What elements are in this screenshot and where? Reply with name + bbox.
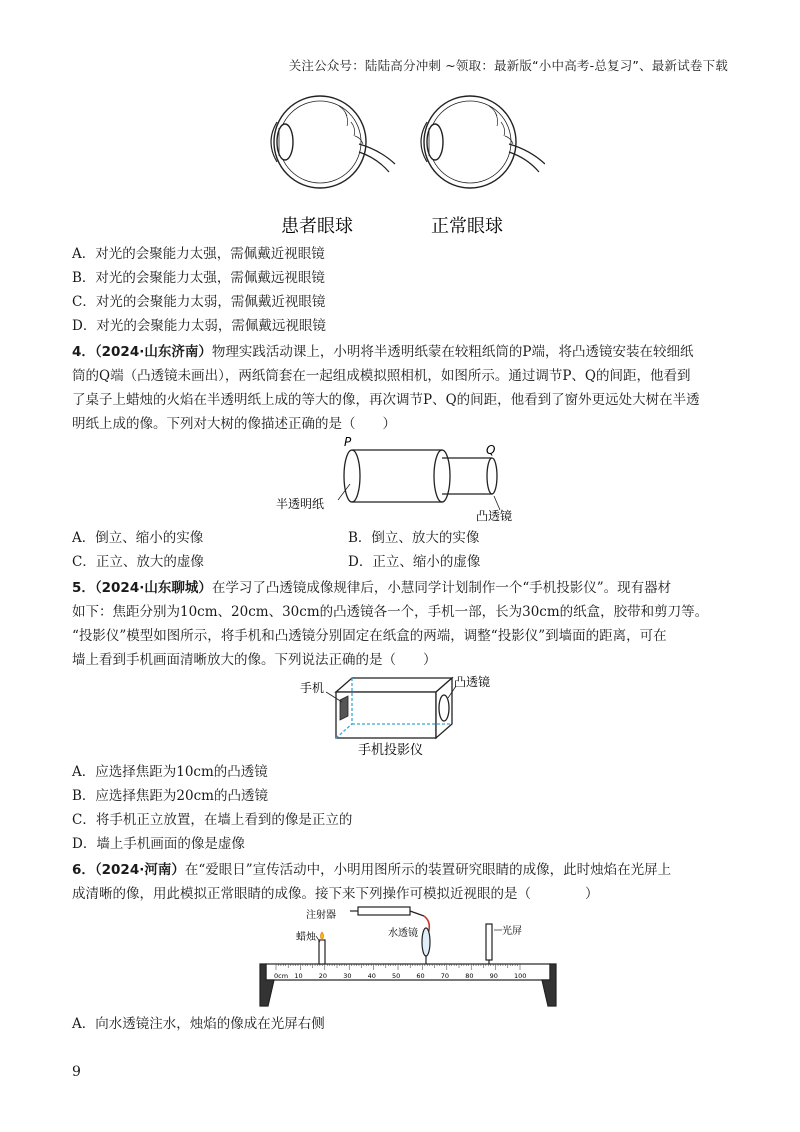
q3-option-b: B．对光的会聚能力太强，需佩戴远视眼镜	[72, 270, 325, 286]
q4-stem-line-3: 了桌子上蜡烛的火焰在半透明纸上成的等大的像，再次调节P、Q的间距，他看到了窗外更远处大树在半透	[72, 392, 700, 408]
p-end-label: P	[344, 436, 352, 449]
syringe-label: 注射器	[306, 910, 336, 921]
q5-text: 在学习了凸透镜成像规律后，小慧同学计划制作一个“手机投影仪”。现有器材	[211, 580, 672, 596]
normal-eyeball-label: 正常眼球	[431, 216, 503, 237]
q4-option-d: D．正立、缩小的虚像	[348, 554, 481, 570]
candle-label: 蜡烛	[296, 932, 316, 943]
page-number: 9	[72, 1064, 81, 1080]
normal-eyeball-drawing	[421, 96, 545, 188]
projector-figure	[296, 670, 516, 758]
q4-option-c: C．正立、放大的虚像	[72, 554, 204, 570]
scale-tick-label: 10	[294, 972, 303, 980]
q5-option-a: A．应选择焦距为10cm的凸透镜	[72, 764, 268, 780]
scale-tick-label: 90	[489, 972, 498, 980]
q6-stem-line-1	[72, 858, 671, 882]
q4-number: 4．（2024·山东济南）	[72, 344, 212, 360]
scale-tick-label: 100	[514, 972, 527, 980]
q4-stem-line-2: 筒的Q端（凸透镜未画出），两纸筒套在一起组成模拟照相机，如图所示。通过调节P、Q的间距，他看到	[72, 368, 691, 384]
convex-lens-label: 凸透镜	[476, 509, 513, 522]
eyeball-figure	[255, 92, 545, 242]
q4-text: 物理实践活动课上，小明将半透明纸蒙在较粗纸筒的P端，将凸透镜安装在较细纸	[211, 344, 694, 360]
q5-option-d: D．墙上手机画面的像是虚像	[72, 836, 245, 852]
scale-tick-label: 80	[465, 972, 474, 980]
projector-lens-label: 凸透镜	[454, 675, 491, 689]
patient-eyeball-label: 患者眼球	[281, 216, 353, 237]
screen-label: 光屏	[502, 926, 522, 937]
q6-option-a: A．向水透镜注水，烛焰的像成在光屏右侧	[72, 1016, 325, 1032]
scale-tick-label: 40	[367, 972, 376, 980]
scale-tick-label: 50	[392, 972, 401, 980]
q3-option-d: D．对光的会聚能力太弱，需佩戴远视眼镜	[72, 318, 326, 334]
water-lens-label: 水透镜	[388, 928, 418, 939]
q5-option-b: B．应选择焦距为20cm的凸透镜	[72, 788, 268, 804]
scale-tick-label: 60	[416, 972, 425, 980]
projector-caption: 手机投影仪	[358, 743, 424, 758]
q5-number: 5．（2024·山东聊城）	[72, 580, 212, 596]
q5-stem-line-2: 如下：焦距分别为10cm、20cm、30cm的凸透镜各一个，手机一部，长为30cm的纸盒，胶带和剪刀等。	[72, 604, 709, 620]
scale-tick-label: 20	[318, 972, 328, 980]
q5-option-c: C．将手机正立放置，在墙上看到的像是正立的	[72, 812, 353, 828]
camera-model-figure	[272, 436, 532, 522]
phone-label: 手机	[300, 681, 325, 695]
optical-bench-figure	[258, 902, 558, 1010]
q4-stem-line-4: 明纸上成的像。下列对大树的像描述正确的是（ ）	[72, 416, 396, 432]
q4-stem-line-1	[72, 340, 693, 364]
q4-option-b: B．倒立、放大的实像	[348, 530, 480, 546]
q4-option-a: A．倒立、缩小的实像	[72, 530, 204, 546]
q6-stem-line-2: 成清晰的像，用此模拟正常眼睛的成像。接下来下列操作可模拟近视眼的是（ ）	[72, 886, 599, 902]
q3-option-c: C．对光的会聚能力太弱，需佩戴近视眼镜	[72, 294, 326, 310]
scale-tick-label: 0cm	[274, 972, 289, 980]
q5-stem-line-1	[72, 576, 671, 600]
translucent-paper-label: 半透明纸	[276, 497, 325, 511]
patient-eyeball-drawing	[271, 96, 395, 188]
scale-tick-label: 70	[440, 972, 450, 980]
scale-tick-label: 30	[343, 972, 352, 980]
q3-option-a: A．对光的会聚能力太强，需佩戴近视眼镜	[72, 246, 325, 262]
q5-stem-line-3: “投影仪”模型如图所示，将手机和凸透镜分别固定在纸盒的两端，调整“投影仪”到墙面的距离，可在	[72, 628, 667, 644]
q5-stem-line-4: 墙上看到手机画面清晰放大的像。下列说法正确的是（ ）	[72, 652, 437, 668]
q-end-label: Q	[486, 443, 496, 457]
q6-number: 6．（2024·河南）	[72, 862, 185, 878]
page-header: 关注公众号：陆陆高分冲刺 ~领取：最新版“小中高考-总复习”、最新试卷下载	[288, 58, 728, 73]
q6-text: 在“爱眼日”宣传活动中，小明用图所示的装置研究眼睛的成像，此时烛焰在光屏上	[184, 862, 672, 878]
